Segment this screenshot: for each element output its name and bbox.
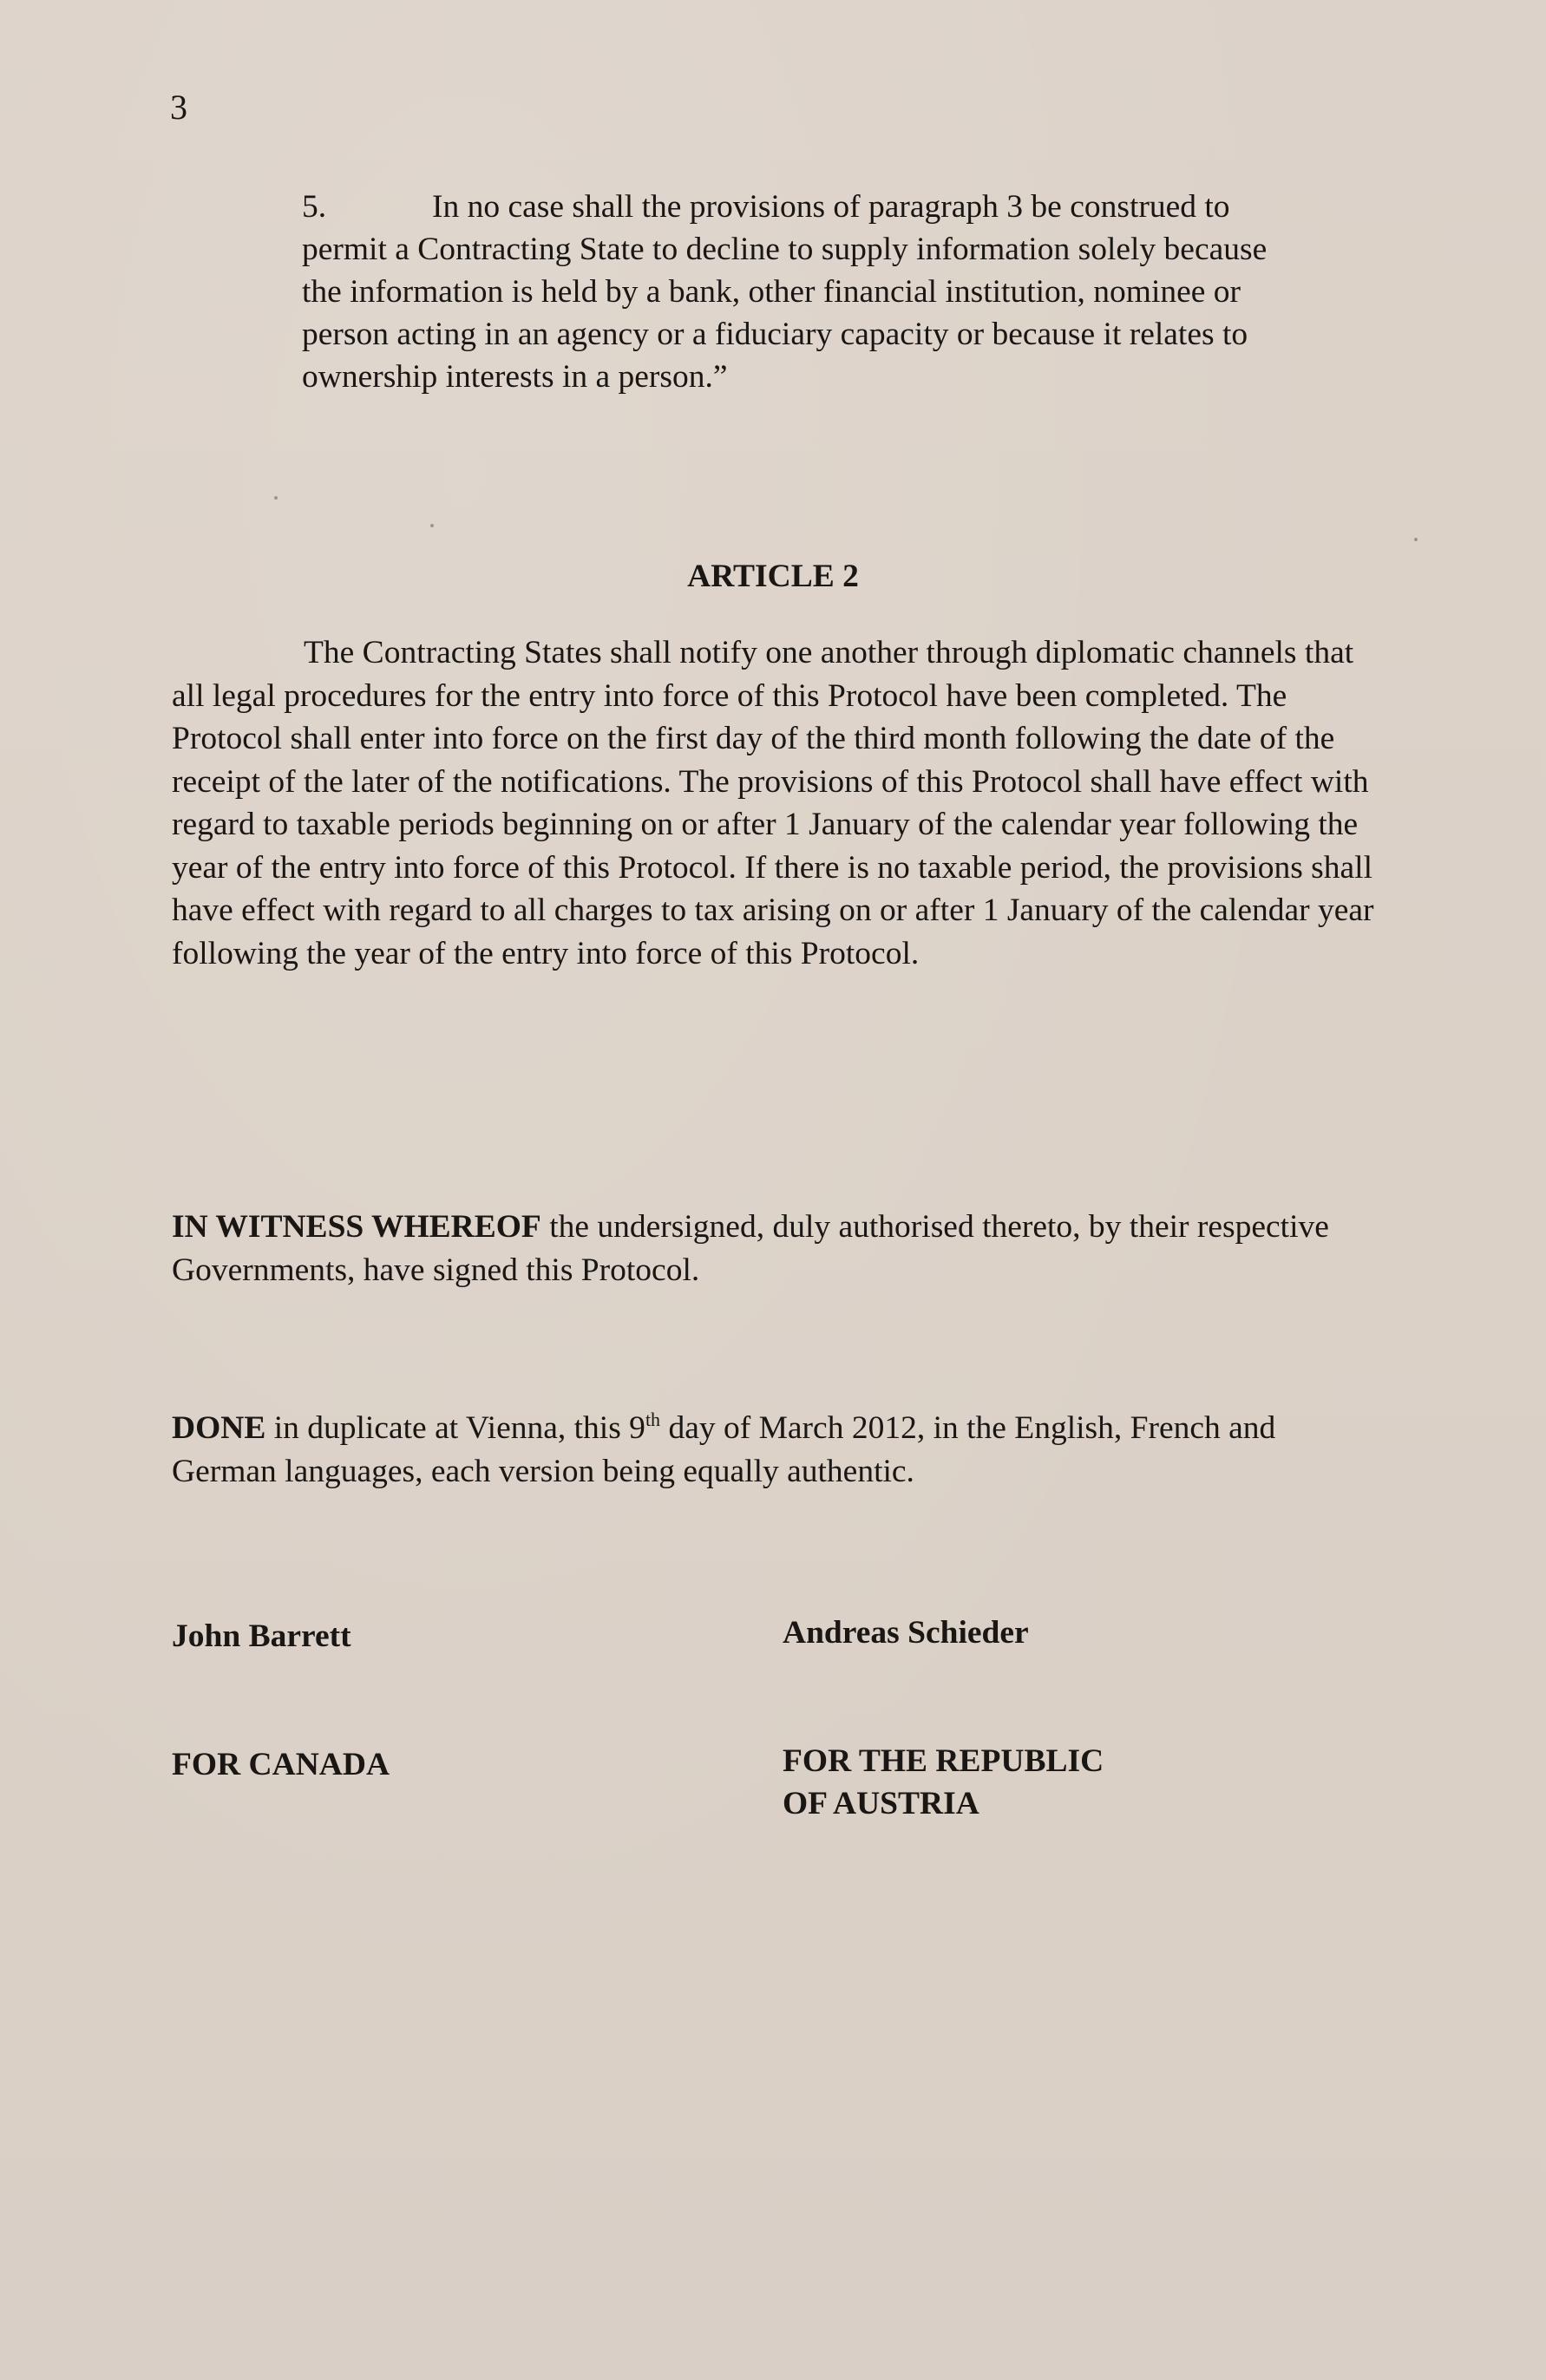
done-clause — [172, 1407, 1386, 1493]
done-text-2: day of March 2012, in the English, French and German languages, each version being equally authentic. — [172, 1410, 1276, 1489]
paragraph-5-text: In no case shall the provisions of paragraph 3 be construed to permit a Contracting State to decline to supply information solely because the information is held by a bank, other financial institution, nominee or person acting in an agency or a fiduciary capacity or because it relates to ownership interests in a person.” — [302, 189, 1268, 395]
paper-speck — [1414, 538, 1418, 541]
for-canada-label: FOR CANADA — [172, 1747, 390, 1782]
done-text-1: in duplicate at Vienna, this 9 — [265, 1410, 645, 1446]
article-2-heading: ARTICLE 2 — [687, 559, 859, 594]
for-austria-label — [783, 1740, 1216, 1825]
paper-speck — [430, 524, 434, 527]
witness-text: the undersigned, duly authorised thereto, by their respective Governments, have signed this Protocol. — [172, 1209, 1329, 1288]
for-austria-line-2: OF AUSTRIA — [783, 1786, 979, 1821]
for-austria-line-1: FOR THE REPUBLIC — [783, 1743, 1104, 1779]
signatory-name-canada: John Barrett — [172, 1618, 351, 1654]
ordinal-suffix: th — [645, 1409, 661, 1430]
article-2-text: The Contracting States shall notify one another through diplomatic channels that all legal procedures for the entry into force of this Protocol have been completed. The Protocol shall enter into force on the first day of the third month following the date of the receipt of the later of the notifications. The provisions of this Protocol shall have effect with regard to taxable periods beginning on or after 1 January of the calendar year following the year of the entry into force of this Protocol. If there is no taxable period, the provisions shall have effect with regard to all charges to tax arising on or after 1 January of the calendar year following the year of the entry into force of this Protocol. — [172, 635, 1374, 971]
article-2-body — [172, 631, 1378, 975]
page-number: 3 — [170, 88, 187, 127]
paragraph-number: 5. — [302, 189, 327, 225]
signatory-name-austria: Andreas Schieder — [783, 1615, 1029, 1651]
witness-clause — [172, 1206, 1378, 1291]
paper-speck — [274, 496, 278, 500]
done-lead: DONE — [172, 1410, 266, 1446]
witness-lead: IN WITNESS WHEREOF — [172, 1209, 541, 1245]
paragraph-5 — [302, 186, 1291, 398]
